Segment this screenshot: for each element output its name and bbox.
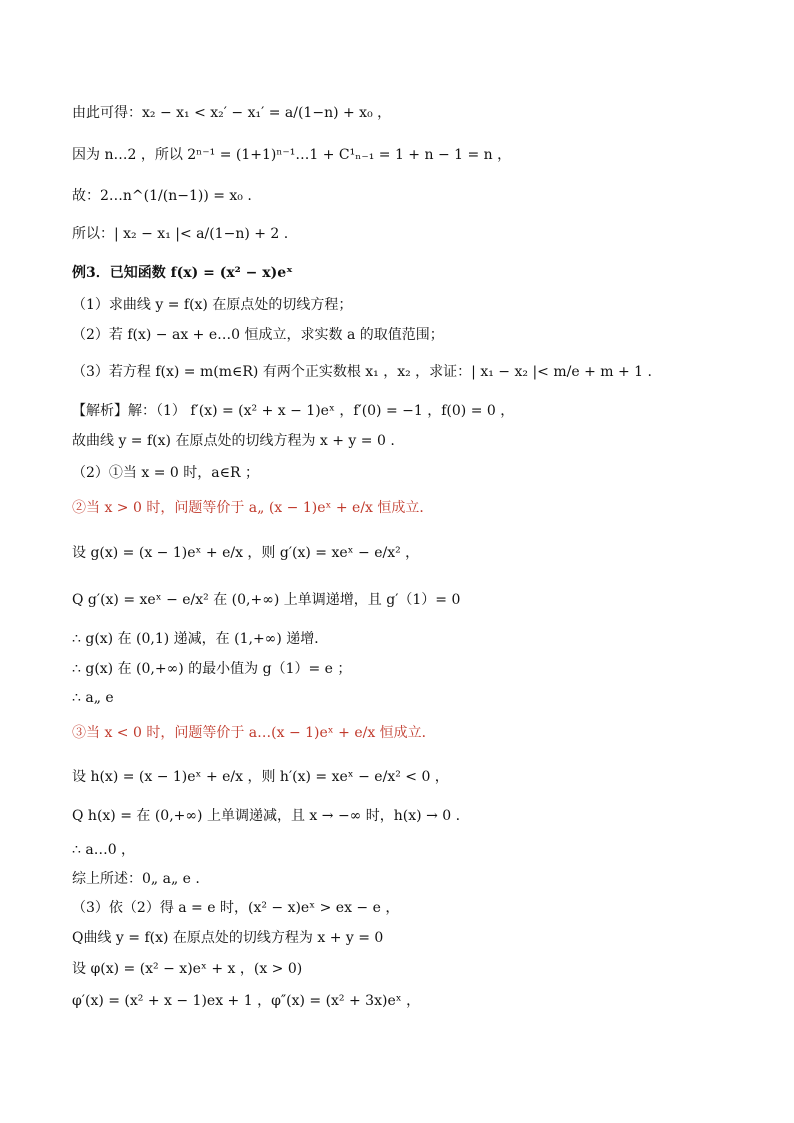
text-line-13: 设 g(x) = (x − 1)eˣ + e/x ，则 g′(x) = xeˣ − e/x² ， bbox=[72, 545, 420, 561]
text-line-24: Q曲线 y = f(x) 在原点处的切线方程为 x + y = 0 bbox=[72, 930, 384, 946]
text-line-1: 由此可得：x₂ − x₁ < x₂′ − x₁′ = a/(1−n) + x₀ ， bbox=[72, 105, 392, 121]
text-line-22: 综上所述：0„ a„ e . bbox=[72, 871, 200, 887]
text-line-18: ③当 x < 0 时，问题等价于 a…(x − 1)eˣ + e/x 恒成立． bbox=[72, 725, 436, 741]
text-line-3: 故：2…n^(1/(n−1)) = x₀ . bbox=[72, 188, 252, 204]
example-title: 例3．已知函数 f(x) = (x² − x)eˣ bbox=[72, 265, 293, 281]
text-line-26: φ′(x) = (x² + x − 1)ex + 1 ，φ″(x) = (x² + 3x)eˣ ， bbox=[72, 993, 421, 1009]
text-line-10: 故曲线 y = f(x) 在原点处的切线方程为 x + y = 0 . bbox=[72, 433, 395, 449]
text-line-12: ②当 x > 0 时，问题等价于 a„ (x − 1)eˣ + e/x 恒成立． bbox=[72, 500, 434, 516]
analysis-start: 【解析】解：（1） f′(x) = (x² + x − 1)eˣ ，f′(0) = −1 ，f(0) = 0 ， bbox=[72, 403, 515, 419]
text-line-20: Q h(x) = 在 (0,+∞) 上单调递减，且 x → −∞ 时，h(x) → 0 . bbox=[72, 808, 461, 824]
question-2: （2）若 f(x) − ax + e…0 恒成立，求实数 a 的取值范围； bbox=[72, 327, 444, 343]
text-line-2: 因为 n…2 ，所以 2ⁿ⁻¹ = (1+1)ⁿ⁻¹…1 + C¹ₙ₋₁ = 1 + n − 1 = n ， bbox=[72, 147, 512, 163]
question-3: （3）若方程 f(x) = m(m∈R) 有两个正实数根 x₁ ，x₂ ，求证：| x₁ − x₂ |< m/e + m + 1 . bbox=[72, 364, 652, 380]
text-line-15: ∴ g(x) 在 (0,1) 递减，在 (1,+∞) 递增． bbox=[72, 631, 329, 647]
text-line-4: 所以：| x₂ − x₁ |< a/(1−n) + 2 . bbox=[72, 226, 289, 242]
text-line-14: Q g′(x) = xeˣ − e/x² 在 (0,+∞) 上单调递增，且 g′（1）= 0 bbox=[72, 592, 461, 608]
text-line-21: ∴ a…0 ， bbox=[72, 842, 136, 858]
text-line-17: ∴ a„ e bbox=[72, 690, 114, 706]
question-1: （1）求曲线 y = f(x) 在原点处的切线方程； bbox=[72, 297, 353, 313]
text-line-23: （3）依（2）得 a = e 时，(x² − x)eˣ > ex − e ， bbox=[72, 900, 400, 916]
text-line-11: （2）①当 x = 0 时，a∈R ； bbox=[72, 465, 259, 481]
text-line-19: 设 h(x) = (x − 1)eˣ + e/x ，则 h′(x) = xeˣ − e/x² < 0 ， bbox=[72, 769, 449, 785]
text-line-16: ∴ g(x) 在 (0,+∞) 的最小值为 g（1）= e ； bbox=[72, 661, 352, 677]
text-line-25: 设 φ(x) = (x² − x)eˣ + x ，(x > 0) bbox=[72, 961, 303, 977]
